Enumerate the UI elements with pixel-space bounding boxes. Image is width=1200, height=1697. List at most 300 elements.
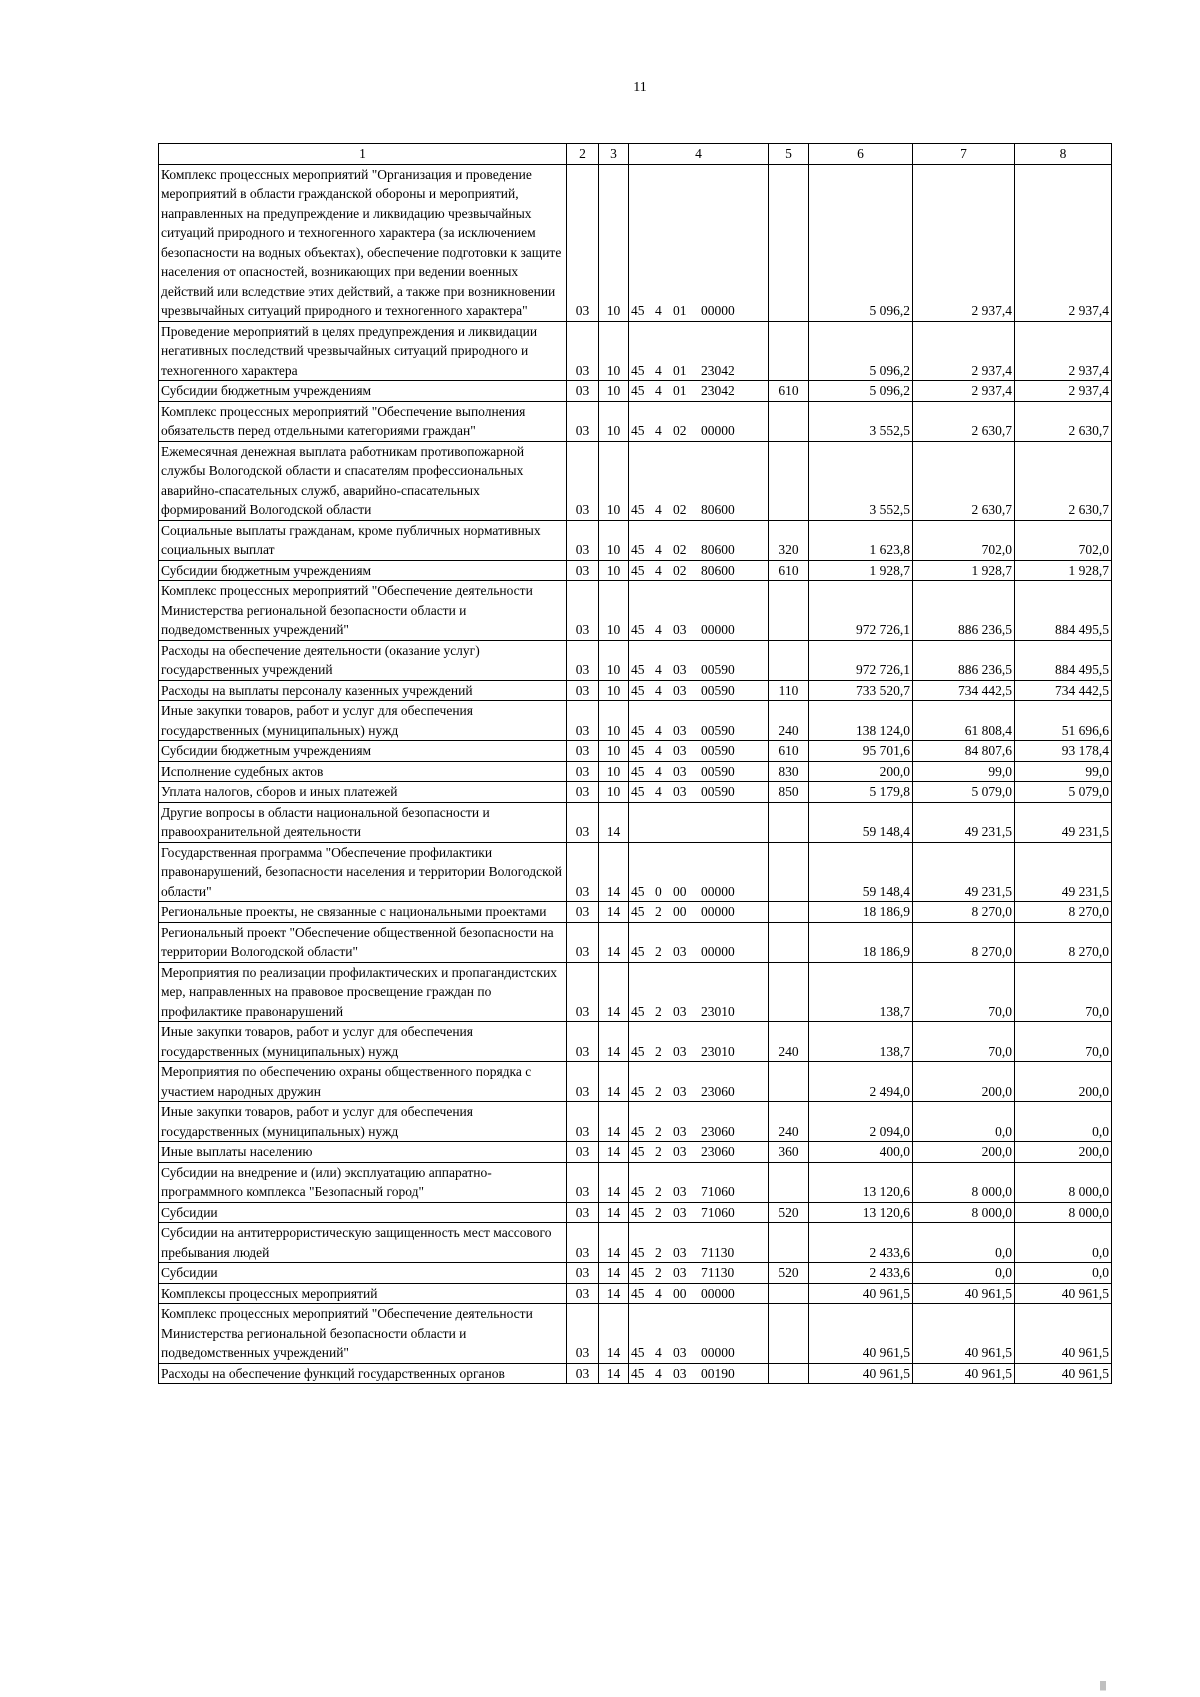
- row-name: Субсидии бюджетным учреждениям: [159, 741, 567, 762]
- section-code: 03: [567, 1102, 599, 1142]
- row-name: Государственная программа "Обеспечение профилактики правонарушений, безопасности населения и территории Вологодской области": [159, 842, 567, 902]
- amount-col-8: 0,0: [1015, 1223, 1112, 1263]
- expense-type-code: 110: [769, 680, 809, 701]
- section-code: 03: [567, 1202, 599, 1223]
- target-article-part-2: 4: [655, 1365, 662, 1381]
- subsection-code: 10: [599, 560, 629, 581]
- target-article-part-4: 00000: [701, 423, 735, 438]
- table-row: [159, 520, 1112, 560]
- target-article-parts: [631, 561, 766, 581]
- column-header-4: 4: [629, 144, 769, 165]
- target-article-part-4: 00590: [701, 743, 735, 758]
- row-name: Иные выплаты населению: [159, 1142, 567, 1163]
- table-row: [159, 902, 1112, 923]
- target-article-parts: [631, 1203, 766, 1223]
- target-article-parts: [631, 540, 766, 560]
- row-name: Другие вопросы в области национальной безопасности и правоохранительной деятельности: [159, 802, 567, 842]
- amount-col-6: 13 120,6: [809, 1202, 913, 1223]
- table-row: [159, 164, 1112, 321]
- target-article-part-2: 4: [655, 383, 662, 398]
- subsection-code: 14: [599, 1142, 629, 1163]
- row-name: Субсидии: [159, 1202, 567, 1223]
- target-article-code: [629, 1102, 769, 1142]
- target-article-part-4: 00000: [701, 883, 735, 899]
- target-article-part-3: 03: [673, 1265, 687, 1280]
- target-article-part-4: 23010: [701, 1043, 735, 1059]
- row-name: Расходы на выплаты персоналу казенных учреждений: [159, 680, 567, 701]
- target-article-part-4: 00190: [701, 1365, 735, 1381]
- table-row: [159, 1283, 1112, 1304]
- amount-col-6: 2 433,6: [809, 1263, 913, 1284]
- subsection-code: 10: [599, 782, 629, 803]
- amount-col-7: 5 079,0: [913, 782, 1015, 803]
- amount-col-7: 8 270,0: [913, 902, 1015, 923]
- target-article-part-4: 00590: [701, 662, 735, 677]
- target-article-part-2: 4: [655, 303, 662, 318]
- section-code: 03: [567, 802, 599, 842]
- table-row: [159, 1022, 1112, 1062]
- target-article-code: [629, 441, 769, 520]
- table-row: [159, 962, 1112, 1022]
- target-article-part-2: 4: [655, 1285, 662, 1301]
- amount-col-7: 40 961,5: [913, 1304, 1015, 1364]
- amount-col-6: 138,7: [809, 1022, 913, 1062]
- target-article-part-4: 00590: [701, 722, 735, 738]
- target-article-code: [629, 401, 769, 441]
- expense-type-code: 240: [769, 1102, 809, 1142]
- expense-type-code: [769, 164, 809, 321]
- target-article-part-1: 45: [631, 662, 645, 677]
- amount-col-6: 1 623,8: [809, 520, 913, 560]
- amount-col-7: 200,0: [913, 1142, 1015, 1163]
- target-article-part-2: 4: [655, 542, 662, 557]
- expense-type-code: [769, 1223, 809, 1263]
- expense-type-code: [769, 1363, 809, 1384]
- expense-type-code: [769, 1304, 809, 1364]
- table-row: [159, 1102, 1112, 1142]
- subsection-code: 14: [599, 1202, 629, 1223]
- section-code: 03: [567, 1223, 599, 1263]
- amount-col-6: 5 096,2: [809, 164, 913, 321]
- target-article-part-1: 45: [631, 1083, 645, 1099]
- amount-col-7: 8 270,0: [913, 922, 1015, 962]
- target-article-part-1: 45: [631, 1184, 645, 1199]
- amount-col-6: 40 961,5: [809, 1283, 913, 1304]
- target-article-part-2: 4: [655, 502, 662, 517]
- amount-col-7: 2 630,7: [913, 401, 1015, 441]
- amount-col-7: 0,0: [913, 1102, 1015, 1142]
- target-article-code: [629, 1263, 769, 1284]
- target-article-code: [629, 741, 769, 762]
- subsection-code: 10: [599, 381, 629, 402]
- expense-type-code: 520: [769, 1202, 809, 1223]
- section-code: 03: [567, 1142, 599, 1163]
- amount-col-7: 200,0: [913, 1062, 1015, 1102]
- column-header-7: 7: [913, 144, 1015, 165]
- target-article-part-4: 00000: [701, 904, 735, 919]
- subsection-code: 10: [599, 680, 629, 701]
- target-article-parts: [631, 902, 766, 922]
- amount-col-6: 5 096,2: [809, 321, 913, 381]
- column-header-1: 1: [159, 144, 567, 165]
- table-row: [159, 701, 1112, 741]
- column-header-2: 2: [567, 144, 599, 165]
- subsection-code: 14: [599, 802, 629, 842]
- target-article-part-3: 02: [673, 502, 687, 517]
- subsection-code: 14: [599, 1304, 629, 1364]
- column-header-6: 6: [809, 144, 913, 165]
- target-article-parts: [631, 782, 766, 802]
- target-article-parts: [631, 620, 766, 640]
- target-article-part-2: 2: [655, 1265, 662, 1280]
- target-article-part-1: 45: [631, 362, 645, 378]
- target-article-parts: [631, 301, 766, 321]
- expense-type-code: [769, 922, 809, 962]
- amount-col-8: 40 961,5: [1015, 1304, 1112, 1364]
- target-article-parts: [631, 1263, 766, 1283]
- expense-type-code: [769, 1162, 809, 1202]
- expense-type-code: [769, 902, 809, 923]
- section-code: 03: [567, 640, 599, 680]
- amount-col-7: 61 808,4: [913, 701, 1015, 741]
- target-article-code: [629, 680, 769, 701]
- target-article-part-2: 4: [655, 763, 662, 779]
- target-article-part-2: 0: [655, 883, 662, 899]
- expense-type-code: 240: [769, 1022, 809, 1062]
- amount-col-7: 886 236,5: [913, 581, 1015, 641]
- target-article-part-4: 80600: [701, 562, 735, 578]
- table-row: [159, 1304, 1112, 1364]
- table-row: [159, 1142, 1112, 1163]
- target-article-part-4: 71060: [701, 1204, 735, 1220]
- amount-col-6: 972 726,1: [809, 581, 913, 641]
- expense-type-code: 610: [769, 741, 809, 762]
- target-article-part-3: 03: [673, 1043, 687, 1059]
- target-article-part-4: 23010: [701, 1003, 735, 1019]
- row-name: Ежемесячная денежная выплата работникам противопожарной службы Вологодской области и спасателям профессиональных аварийно-спасательных служб, аварийно-спасательных формирований Вологодской области: [159, 441, 567, 520]
- amount-col-8: 884 495,5: [1015, 581, 1112, 641]
- expense-type-code: 520: [769, 1263, 809, 1284]
- row-name: Комплекс процессных мероприятий "Обеспечение выполнения обязательств перед отдельными категориями граждан": [159, 401, 567, 441]
- target-article-code: [629, 1062, 769, 1102]
- column-header-8: 8: [1015, 144, 1112, 165]
- amount-col-6: 40 961,5: [809, 1363, 913, 1384]
- target-article-parts: [631, 721, 766, 741]
- amount-col-8: 734 442,5: [1015, 680, 1112, 701]
- section-code: 03: [567, 581, 599, 641]
- target-article-part-1: 45: [631, 502, 645, 517]
- target-article-part-2: 4: [655, 622, 662, 637]
- subsection-code: 14: [599, 1283, 629, 1304]
- target-article-part-1: 45: [631, 784, 645, 799]
- target-article-code: [629, 1162, 769, 1202]
- target-article-part-1: 45: [631, 562, 645, 578]
- table-row: [159, 842, 1112, 902]
- target-article-code: [629, 1022, 769, 1062]
- amount-col-7: 40 961,5: [913, 1283, 1015, 1304]
- target-article-part-1: 45: [631, 1345, 645, 1360]
- amount-col-8: 2 937,4: [1015, 164, 1112, 321]
- target-article-part-1: 45: [631, 1123, 645, 1139]
- table-row: [159, 640, 1112, 680]
- table-row: [159, 560, 1112, 581]
- section-code: 03: [567, 782, 599, 803]
- expense-type-code: [769, 640, 809, 680]
- target-article-code: [629, 581, 769, 641]
- amount-col-7: 2 937,4: [913, 321, 1015, 381]
- page-number: 11: [633, 80, 647, 95]
- target-article-code: [629, 1223, 769, 1263]
- amount-col-8: 5 079,0: [1015, 782, 1112, 803]
- target-article-part-2: 2: [655, 1123, 662, 1139]
- target-article-part-2: 2: [655, 904, 662, 919]
- row-name: Иные закупки товаров, работ и услуг для обеспечения государственных (муниципальных) нужд: [159, 1102, 567, 1142]
- target-article-parts: [631, 762, 766, 782]
- amount-col-8: 70,0: [1015, 962, 1112, 1022]
- target-article-parts: [631, 1343, 766, 1363]
- target-article-part-4: 23042: [701, 383, 735, 398]
- target-article-part-1: 45: [631, 1204, 645, 1220]
- target-article-part-3: 01: [673, 303, 687, 318]
- target-article-part-4: 23060: [701, 1123, 735, 1139]
- section-code: 03: [567, 1283, 599, 1304]
- table-row: [159, 802, 1112, 842]
- subsection-code: 10: [599, 401, 629, 441]
- row-name: Субсидии: [159, 1263, 567, 1284]
- target-article-part-2: 4: [655, 1345, 662, 1360]
- amount-col-7: 49 231,5: [913, 842, 1015, 902]
- amount-col-7: 734 442,5: [913, 680, 1015, 701]
- expense-type-code: 610: [769, 381, 809, 402]
- row-name: Иные закупки товаров, работ и услуг для обеспечения государственных (муниципальных) нужд: [159, 701, 567, 741]
- expense-type-code: [769, 802, 809, 842]
- amount-col-7: 2 937,4: [913, 164, 1015, 321]
- amount-col-6: 2 494,0: [809, 1062, 913, 1102]
- section-code: 03: [567, 164, 599, 321]
- target-article-part-3: 03: [673, 743, 687, 758]
- target-article-part-3: 03: [673, 1244, 687, 1260]
- subsection-code: 14: [599, 1263, 629, 1284]
- target-article-part-2: 2: [655, 944, 662, 959]
- amount-col-7: 0,0: [913, 1223, 1015, 1263]
- section-code: 03: [567, 902, 599, 923]
- table-row: [159, 680, 1112, 701]
- target-article-part-1: 45: [631, 303, 645, 318]
- amount-col-8: 70,0: [1015, 1022, 1112, 1062]
- target-article-part-3: 03: [673, 682, 687, 698]
- row-name: Расходы на обеспечение функций государственных органов: [159, 1363, 567, 1384]
- table-body: [159, 164, 1112, 1384]
- table-row: [159, 1062, 1112, 1102]
- section-code: 03: [567, 842, 599, 902]
- target-article-part-1: 45: [631, 883, 645, 899]
- target-article-part-3: 03: [673, 1003, 687, 1019]
- target-article-code: [629, 802, 769, 842]
- section-code: 03: [567, 962, 599, 1022]
- target-article-part-3: 03: [673, 1123, 687, 1139]
- table-row: [159, 1202, 1112, 1223]
- target-article-part-1: 45: [631, 622, 645, 637]
- subsection-code: 10: [599, 581, 629, 641]
- amount-col-6: 733 520,7: [809, 680, 913, 701]
- target-article-part-4: 71130: [701, 1244, 735, 1260]
- expense-type-code: [769, 842, 809, 902]
- amount-col-8: 2 630,7: [1015, 401, 1112, 441]
- amount-col-6: 1 928,7: [809, 560, 913, 581]
- amount-col-7: 70,0: [913, 962, 1015, 1022]
- target-article-code: [629, 962, 769, 1022]
- target-article-part-3: 03: [673, 944, 687, 959]
- section-code: 03: [567, 441, 599, 520]
- amount-col-6: 59 148,4: [809, 842, 913, 902]
- target-article-code: [629, 902, 769, 923]
- section-code: 03: [567, 321, 599, 381]
- section-code: 03: [567, 1263, 599, 1284]
- amount-col-8: 1 928,7: [1015, 560, 1112, 581]
- row-name: Субсидии бюджетным учреждениям: [159, 381, 567, 402]
- target-article-part-3: 03: [673, 1365, 687, 1381]
- expense-type-code: [769, 1283, 809, 1304]
- amount-col-7: 8 000,0: [913, 1202, 1015, 1223]
- row-name: Субсидии бюджетным учреждениям: [159, 560, 567, 581]
- target-article-part-4: 00000: [701, 622, 735, 637]
- target-article-code: [629, 560, 769, 581]
- target-article-part-3: 03: [673, 622, 687, 637]
- target-article-part-3: 01: [673, 383, 687, 398]
- column-header-5: 5: [769, 144, 809, 165]
- target-article-parts: [631, 1082, 766, 1102]
- amount-col-7: 0,0: [913, 1263, 1015, 1284]
- amount-col-7: 8 000,0: [913, 1162, 1015, 1202]
- row-name: Региональные проекты, не связанные с национальными проектами: [159, 902, 567, 923]
- row-name: Субсидии на антитеррористическую защищенность мест массового пребывания людей: [159, 1223, 567, 1263]
- amount-col-8: 51 696,6: [1015, 701, 1112, 741]
- amount-col-6: 13 120,6: [809, 1162, 913, 1202]
- target-article-part-3: 03: [673, 784, 687, 799]
- row-name: Комплекс процессных мероприятий "Обеспечение деятельности Министерства региональной безопасности области и подведомственных учреждений": [159, 1304, 567, 1364]
- row-name: Уплата налогов, сборов и иных платежей: [159, 782, 567, 803]
- amount-col-7: 2 630,7: [913, 441, 1015, 520]
- amount-col-7: 40 961,5: [913, 1363, 1015, 1384]
- amount-col-8: 8 000,0: [1015, 1162, 1112, 1202]
- table-row: [159, 1162, 1112, 1202]
- target-article-code: [629, 842, 769, 902]
- table-row: [159, 741, 1112, 762]
- amount-col-6: 138,7: [809, 962, 913, 1022]
- table-row: [159, 401, 1112, 441]
- amount-col-7: 70,0: [913, 1022, 1015, 1062]
- expense-type-code: [769, 321, 809, 381]
- target-article-part-1: 45: [631, 1265, 645, 1280]
- target-article-part-3: 01: [673, 362, 687, 378]
- target-article-code: [629, 164, 769, 321]
- column-header-3: 3: [599, 144, 629, 165]
- expense-type-code: [769, 1062, 809, 1102]
- target-article-part-4: 00590: [701, 682, 735, 698]
- target-article-part-1: 45: [631, 1285, 645, 1301]
- target-article-part-1: 45: [631, 763, 645, 779]
- target-article-parts: [631, 1243, 766, 1263]
- target-article-parts: [631, 1042, 766, 1062]
- target-article-part-2: 4: [655, 743, 662, 758]
- section-code: 03: [567, 761, 599, 782]
- target-article-parts: [631, 421, 766, 441]
- target-article-part-2: 4: [655, 662, 662, 677]
- amount-col-8: 2 630,7: [1015, 441, 1112, 520]
- target-article-code: [629, 922, 769, 962]
- amount-col-8: 200,0: [1015, 1062, 1112, 1102]
- target-article-code: [629, 1202, 769, 1223]
- row-name: Комплексы процессных мероприятий: [159, 1283, 567, 1304]
- target-article-part-4: 71060: [701, 1184, 735, 1199]
- target-article-part-2: 2: [655, 1083, 662, 1099]
- subsection-code: 10: [599, 520, 629, 560]
- target-article-part-1: 45: [631, 904, 645, 919]
- amount-col-8: 0,0: [1015, 1102, 1112, 1142]
- amount-col-7: 99,0: [913, 761, 1015, 782]
- target-article-part-3: 03: [673, 763, 687, 779]
- row-name: Комплекс процессных мероприятий "Обеспечение деятельности Министерства региональной безопасности области и подведомственных учреждений": [159, 581, 567, 641]
- target-article-part-2: 4: [655, 784, 662, 799]
- expense-type-code: 240: [769, 701, 809, 741]
- amount-col-8: 8 270,0: [1015, 902, 1112, 923]
- amount-col-6: 200,0: [809, 761, 913, 782]
- row-name: Комплекс процессных мероприятий "Организация и проведение мероприятий в области гражданской обороны и мероприятий, направленных на предупреждение и ликвидацию чрезвычайных ситуаций природного и техногенного характера (за исключением безопасности на водных объектах), обеспечение подготовки к защите населения от опасностей, возникающих при ведении военных действий или вследствие этих действий, а также при возникновении чрезвычайных ситуаций природного и техногенного характера": [159, 164, 567, 321]
- amount-col-6: 18 186,9: [809, 922, 913, 962]
- table-row: [159, 1363, 1112, 1384]
- expense-type-code: [769, 581, 809, 641]
- target-article-parts: [631, 942, 766, 962]
- row-name: Социальные выплаты гражданам, кроме публичных нормативных социальных выплат: [159, 520, 567, 560]
- target-article-part-2: 2: [655, 1204, 662, 1220]
- target-article-part-4: 80600: [701, 502, 735, 517]
- target-article-parts: [631, 1364, 766, 1384]
- target-article-part-4: 80600: [701, 542, 735, 557]
- row-name: Мероприятия по обеспечению охраны общественного порядка с участием народных дружин: [159, 1062, 567, 1102]
- amount-col-6: 5 096,2: [809, 381, 913, 402]
- subsection-code: 14: [599, 1102, 629, 1142]
- amount-col-7: 1 928,7: [913, 560, 1015, 581]
- amount-col-8: 40 961,5: [1015, 1283, 1112, 1304]
- target-article-part-1: 45: [631, 423, 645, 438]
- target-article-parts: [631, 882, 766, 902]
- row-name: Мероприятия по реализации профилактических и пропагандистских мер, направленных на правовое просвещение граждан по профилактике правонарушений: [159, 962, 567, 1022]
- expense-type-code: 360: [769, 1142, 809, 1163]
- section-code: 03: [567, 680, 599, 701]
- target-article-part-1: 45: [631, 1144, 645, 1159]
- amount-col-7: 702,0: [913, 520, 1015, 560]
- amount-col-8: 40 961,5: [1015, 1363, 1112, 1384]
- target-article-part-2: 2: [655, 1003, 662, 1019]
- section-code: 03: [567, 401, 599, 441]
- amount-col-7: 84 807,6: [913, 741, 1015, 762]
- subsection-code: 10: [599, 164, 629, 321]
- target-article-parts: [631, 681, 766, 701]
- target-article-part-3: 03: [673, 662, 687, 677]
- target-article-parts: [631, 1182, 766, 1202]
- expense-type-code: 610: [769, 560, 809, 581]
- target-article-parts: [631, 361, 766, 381]
- target-article-code: [629, 381, 769, 402]
- amount-col-6: 972 726,1: [809, 640, 913, 680]
- target-article-part-1: 45: [631, 1244, 645, 1260]
- target-article-part-1: 45: [631, 1003, 645, 1019]
- amount-col-6: 400,0: [809, 1142, 913, 1163]
- expense-type-code: 850: [769, 782, 809, 803]
- target-article-part-3: 02: [673, 423, 687, 438]
- amount-col-6: 18 186,9: [809, 902, 913, 923]
- expense-type-code: 320: [769, 520, 809, 560]
